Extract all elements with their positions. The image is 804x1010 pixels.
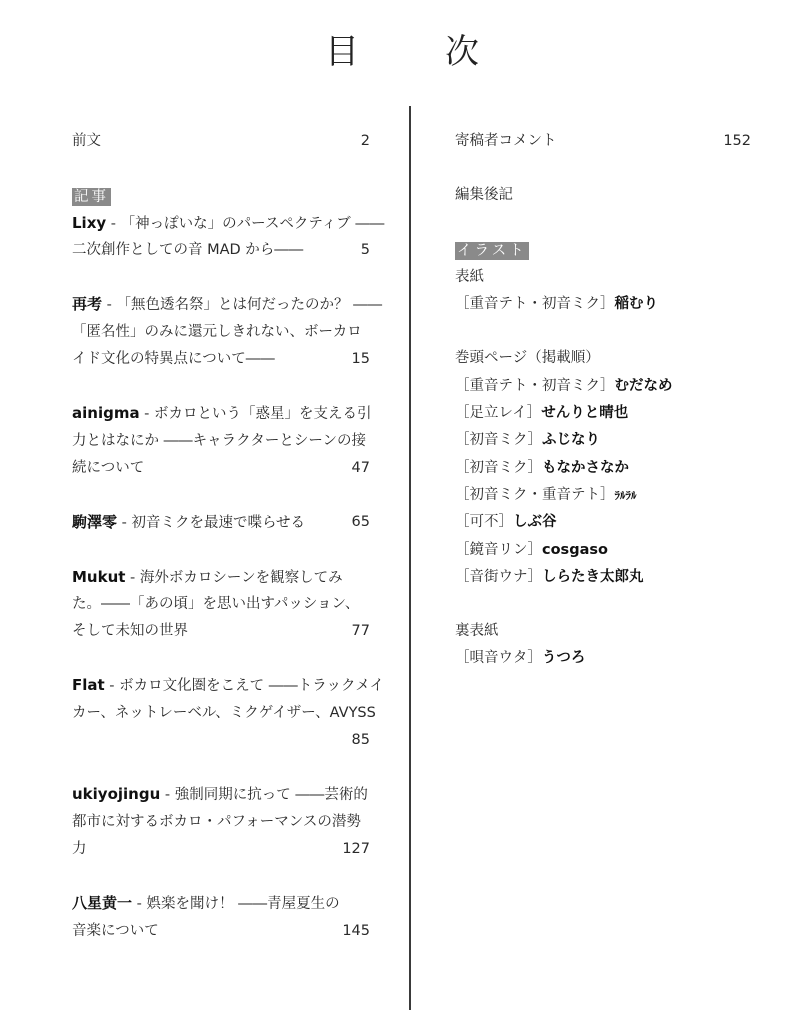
illust-credit[interactable] (455, 564, 751, 591)
article-author: 再考 (72, 295, 103, 314)
article-title-line: 二次創作としての音 MAD から―― (72, 242, 304, 259)
toc-article[interactable]: 八星黄一 - 娯楽を聞け！ ――青屋夏生の 音楽について 145 (72, 890, 370, 945)
toc-page-number: 5 (360, 242, 370, 259)
credit-characters: ［重音テト・初音ミク］ (455, 377, 615, 394)
credit-characters: ［足立レイ］ (455, 405, 542, 422)
frontispiece-heading: 巻頭ページ（掲載順） (455, 350, 600, 367)
article-title-line: た。――「あの頃」を思い出すパッション、 (72, 595, 360, 612)
illust-credit[interactable] (455, 291, 751, 318)
article-title-line: 力とはなにか ――キャラクターとシーンの接 (72, 432, 367, 449)
illust-credit[interactable] (455, 482, 751, 509)
article-title-line: イド文化の特異点について―― (72, 351, 275, 368)
article-title-line: 娯楽を聞け！ ――青屋夏生の (146, 896, 340, 913)
credit-artist: しらたき太郎丸 (542, 568, 644, 585)
credit-characters: ［初音ミク］ (455, 432, 542, 449)
toc-page-number: 85 (351, 732, 370, 749)
illust-credit[interactable] (455, 427, 751, 454)
article-author: Mukut (72, 567, 126, 586)
article-author: Flat (72, 676, 105, 695)
credit-characters: ［可不］ (455, 514, 513, 531)
toc-entry-preface[interactable] (72, 128, 370, 155)
credit-characters: ［唄音ウタ］ (455, 650, 542, 667)
toc-article[interactable]: Mukut - 海外ボカロシーンを観察してみ た。――「あの頃」を思い出すパッション、 そして未知の世界 77 (72, 564, 370, 646)
article-author: Lixy (72, 213, 107, 232)
article-title-line: 力 (72, 840, 87, 857)
illust-credit[interactable] (455, 455, 751, 482)
article-title-line: 都市に対するボカロ・パフォーマンスの潜勢 (72, 813, 361, 830)
toc-article[interactable]: 駒澤零 - 初音ミクを最速で喋らせる 65 (72, 509, 370, 536)
credit-artist: うつろ (541, 650, 586, 667)
toc-entry-afterword[interactable] (455, 182, 751, 209)
credit-characters: ［初音ミク・重音テト］ (455, 486, 615, 503)
article-author: 八星黄一 (72, 894, 133, 913)
toc-page-number: 65 (351, 514, 370, 531)
illustrations-section (455, 237, 751, 264)
credit-artist: むだなめ (614, 377, 673, 394)
toc-page-number: 152 (723, 133, 751, 149)
article-title-line: 「神っぽいな」のパースペクティブ ―― (120, 215, 385, 232)
cover-heading: 表紙 (455, 268, 484, 285)
credit-characters: ［鏡音リン］ (455, 541, 542, 558)
toc-page-number: 127 (342, 840, 370, 857)
credit-characters: ［音街ウナ］ (455, 568, 542, 585)
toc-article[interactable]: ukiyojingu - 強制同期に抗って ――芸術的 都市に対するボカロ・パフォーマンスの潜勢 力 127 (72, 781, 370, 863)
toc-page-number: 77 (351, 623, 370, 640)
credit-artist: しぶ谷 (513, 514, 557, 531)
credit-characters: ［重音テト・初音ミク］ (455, 296, 615, 313)
article-title-line: ボカロ文化圏をこえて ――トラックメイ (119, 678, 385, 695)
toc-left-column (72, 128, 385, 945)
illust-credit[interactable] (455, 509, 751, 536)
toc-entry-label: 前文 (72, 133, 101, 149)
credit-characters: ［初音ミク］ (455, 459, 542, 476)
toc-page-number: 145 (342, 922, 370, 939)
illust-credit[interactable] (455, 537, 751, 564)
illust-credit[interactable] (455, 645, 751, 672)
article-author: ainigma (72, 404, 140, 423)
toc-entry-label: 編集後記 (455, 187, 513, 204)
toc-article[interactable]: ainigma - ボカロという「惑星」を支える引 力とはなにか ――キャラクターとシーンの接 続について 47 (72, 400, 370, 482)
section-label-illustrations: イラスト (457, 242, 527, 259)
credit-artist: せんりと晴也 (541, 405, 629, 422)
article-title-line: 初音ミクを最速で喋らせる (131, 515, 306, 532)
article-title-line: そして未知の世界 (72, 623, 188, 640)
credit-artist: 稲むり (614, 296, 658, 313)
article-title-line: 「匿名性」のみに還元しきれない、ボーカロ (72, 323, 362, 340)
toc-article[interactable]: Flat - ボカロ文化圏をこえて ――トラックメイ カー、ネットレーベル、ミクゲイザー、AVYSS 85 (72, 672, 370, 754)
credit-artist: ふじなり (542, 432, 600, 449)
toc-page-number: 15 (351, 351, 370, 368)
toc-entry-label: 寄稿者コメント (455, 133, 557, 149)
toc-page-number: 2 (360, 133, 370, 149)
article-title-line: ボカロという「惑星」を支える引 (154, 406, 372, 423)
articles-section (72, 183, 370, 210)
toc-entry-comments[interactable] (455, 128, 751, 155)
article-author: 駒澤零 (72, 513, 118, 532)
column-divider (409, 106, 411, 1010)
article-title-line: 強制同期に抗って ――芸術的 (174, 787, 368, 804)
credit-artist: ﾗﾙﾗﾙ (614, 488, 637, 502)
toc-page-number: 47 (351, 459, 370, 476)
article-title-line: 「無色透名祭」とは何だったのか？ ―― (116, 297, 383, 314)
toc-article[interactable]: Lixy - 「神っぽいな」のパースペクティブ ―― 二次創作としての音 MAD から―― 5 (72, 210, 370, 265)
backcover-heading: 裏表紙 (455, 623, 499, 640)
credit-artist: もなかさなか (542, 459, 629, 476)
toc-right-column (455, 128, 751, 673)
toc-article[interactable]: 再考 - 「無色透名祭」とは何だったのか？ ―― 「匿名性」のみに還元しきれない、ボーカロ イド文化の特異点について―― 15 (72, 291, 370, 373)
article-title-line: 海外ボカロシーンを観察してみ (139, 569, 343, 586)
credit-artist: cosgaso (542, 541, 608, 558)
article-title-line: 音楽について (72, 922, 159, 939)
article-title-line: 続について (72, 459, 145, 476)
article-author: ukiyojingu (72, 785, 161, 804)
illust-credit[interactable] (455, 400, 751, 427)
page-title: 目 次 (325, 32, 505, 72)
illust-credit[interactable] (455, 373, 751, 400)
section-label-articles: 記事 (74, 188, 109, 205)
article-title-line: カー、ネットレーベル、ミクゲイザー、AVYSS (72, 704, 376, 721)
